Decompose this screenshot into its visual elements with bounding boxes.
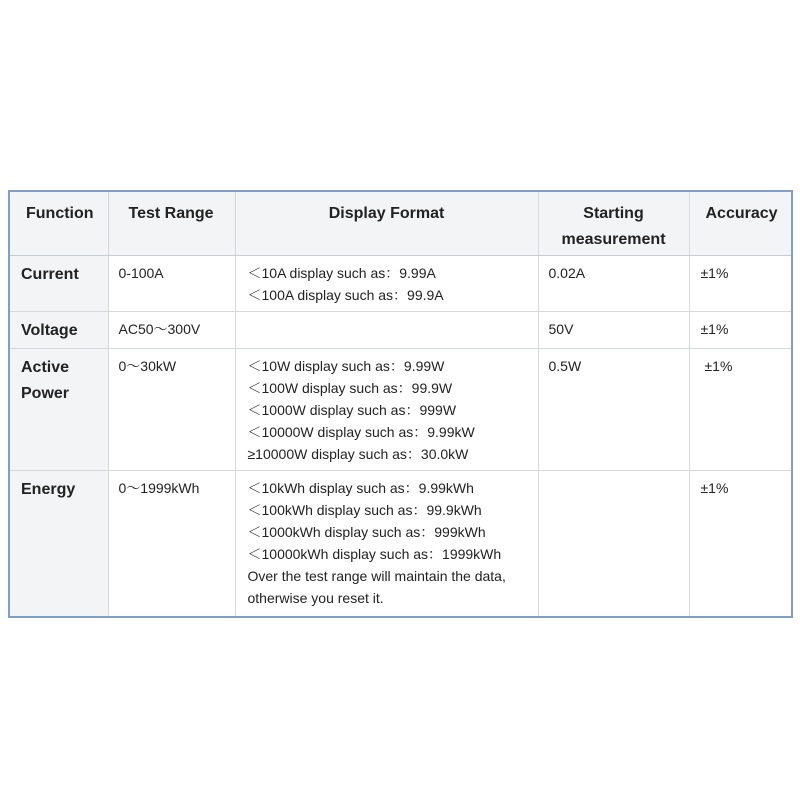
header-test-range: Test Range [108, 191, 235, 256]
display-format-line: ＜10A display such as：9.99A [247, 265, 436, 281]
row-display-format [235, 349, 538, 471]
row-function-label: Voltage [9, 312, 108, 349]
row-function-label: Energy [9, 471, 108, 617]
row-accuracy: ±1% [689, 256, 792, 312]
display-format-line: ＜100kWh display such as：99.9kWh [247, 502, 482, 518]
display-format-line: ＜1000W display such as：999W [247, 402, 457, 418]
table-row [9, 312, 792, 349]
header-starting-measurement: Starting measurement [538, 191, 689, 256]
table-row [9, 349, 792, 471]
row-starting-measurement: 0.5W [538, 349, 689, 471]
row-display-format [235, 312, 538, 349]
row-test-range: AC50～300V [108, 312, 235, 349]
display-format-line: ≥10000W display such as：30.0kW [247, 446, 469, 462]
display-format-line: ＜100W display such as：99.9W [247, 380, 453, 396]
row-accuracy: ±1% [689, 312, 792, 349]
row-accuracy: ±1% [689, 471, 792, 617]
header-function: Function [9, 191, 108, 256]
header-display-format: Display Format [235, 191, 538, 256]
header-accuracy: Accuracy [689, 191, 792, 256]
table-header-row [9, 191, 792, 256]
spec-table [8, 190, 793, 618]
display-format-line: ＜10kWh display such as：9.99kWh [247, 480, 474, 496]
row-test-range: 0～30kW [108, 349, 235, 471]
row-test-range: 0-100A [108, 256, 235, 312]
display-format-line: ＜10W display such as：9.99W [247, 358, 445, 374]
display-format-line: ＜1000kWh display such as：999kWh [247, 524, 486, 540]
display-format-line: ＜10000W display such as：9.99kW [247, 424, 475, 440]
row-function-label: Current [9, 256, 108, 312]
row-display-format [235, 256, 538, 312]
table-row [9, 256, 792, 312]
row-starting-measurement: 0.02A [538, 256, 689, 312]
row-test-range: 0～1999kWh [108, 471, 235, 617]
table-row [9, 471, 792, 617]
row-starting-measurement: 50V [538, 312, 689, 349]
row-starting-measurement [538, 471, 689, 617]
row-display-format [235, 471, 538, 617]
row-accuracy: ±1% [689, 349, 792, 471]
display-format-note: Over the test range will maintain the data, otherwise you reset it. [247, 568, 506, 606]
display-format-line: ＜10000kWh display such as：1999kWh [247, 546, 502, 562]
display-format-line: ＜100A display such as：99.9A [247, 287, 444, 303]
row-function-label: Active Power [9, 349, 108, 471]
